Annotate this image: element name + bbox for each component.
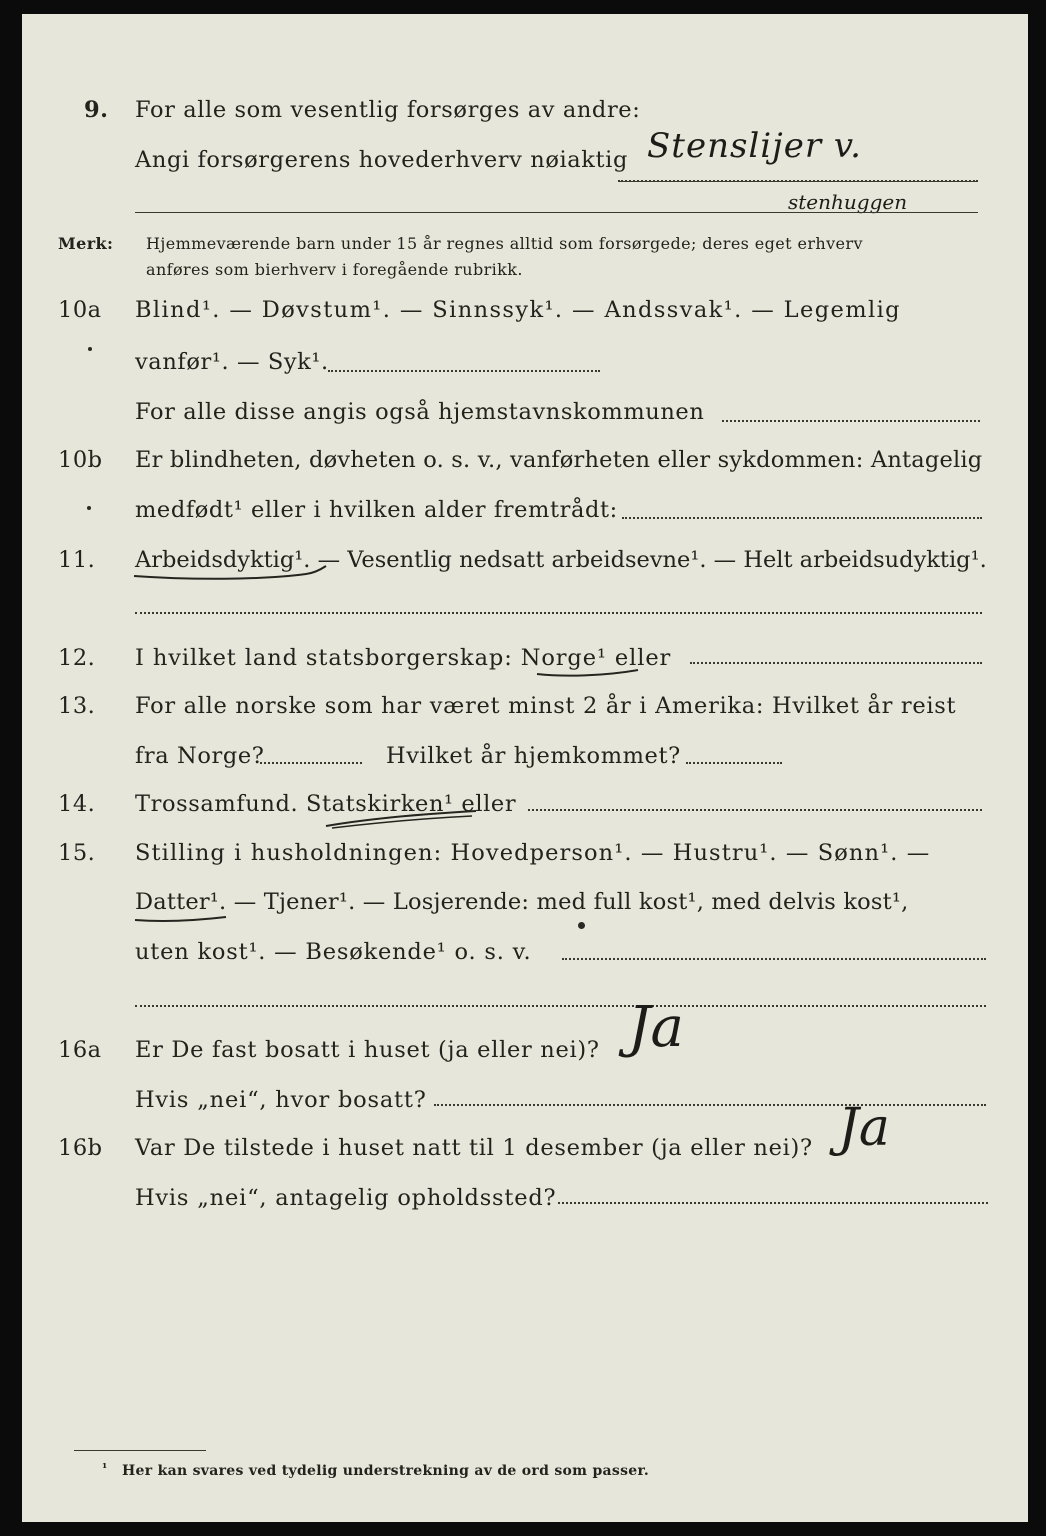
q15-ink-blot <box>578 922 585 929</box>
q15-answer-line-2 <box>135 1005 986 1007</box>
q10a-number: 10a <box>58 297 102 323</box>
q12-text-line1: I hvilket land statsborgerskap: Norge¹ eller <box>135 645 672 671</box>
q16a-text-line2: Hvis „nei“, hvor bosatt? <box>135 1087 427 1113</box>
footnote-separator <box>74 1450 206 1451</box>
q9-handwritten-answer-2: stenhuggen <box>788 190 908 214</box>
q15-text-line1: Stilling i husholdningen: Hovedperson¹. — Hustru¹. — Sønn¹. — <box>135 840 931 866</box>
q13-number: 13. <box>58 693 96 719</box>
q13-hjemkommet-answer-line <box>686 762 782 764</box>
q13-reist-answer-line <box>260 762 362 764</box>
footnote-mark: ¹ <box>102 1461 108 1475</box>
q16b-handwritten-answer: Ja <box>838 1098 890 1158</box>
q11-answer-line <box>135 612 982 614</box>
q16b-text-line1: Var De tilstede i huset natt til 1 desember (ja eller nei)? <box>135 1135 813 1161</box>
q16a-handwritten-answer: Ja <box>628 995 684 1060</box>
footnote-text: Her kan svares ved tydelig understrekning av de ord som passer. <box>122 1463 650 1479</box>
q10a-text-line2: vanfør¹. — Syk¹. <box>135 349 329 375</box>
q13-text-line2a: fra Norge? <box>135 743 265 769</box>
q10a-text-line1: Blind¹. — Døvstum¹. — Sinnssyk¹. — Andssvak¹. — Legemlig <box>135 297 901 323</box>
q14-text-line1: Trossamfund. Statskirken¹ eller <box>135 791 517 817</box>
q15-text-line3: uten kost¹. — Besøkende¹ o. s. v. <box>135 939 532 965</box>
q9-text-line2: Angi forsørgerens hovederhverv nøiaktig <box>135 147 628 173</box>
q9-handwritten-answer: Stenslijer v. <box>647 126 862 166</box>
census-form-sheet <box>22 14 1028 1522</box>
q16a-answer-line <box>434 1104 986 1106</box>
q10a-syk-answer-line <box>328 370 600 372</box>
q15-text-line2: Datter¹. — Tjener¹. — Losjerende: med full kost¹, med delvis kost¹, <box>135 889 909 915</box>
q15-handwritten-underline <box>132 912 232 926</box>
q10a-text-line3: For alle disse angis også hjemstavnskommunen <box>135 399 705 425</box>
q10b-text-line2: medfødt¹ eller i hvilken alder fremtrådt: <box>135 497 618 523</box>
q9-text-line1: For alle som vesentlig forsørges av andre: <box>135 97 641 123</box>
q16a-number: 16a <box>58 1037 102 1063</box>
q10a-hjemstavn-answer-line <box>722 420 980 422</box>
merk-label: Merk: <box>58 234 114 253</box>
q12-answer-line <box>690 662 982 664</box>
q13-text-line2b: Hvilket år hjemkommet? <box>386 743 681 769</box>
q9-answer-rule <box>618 181 978 182</box>
q16b-answer-line <box>558 1202 988 1204</box>
q10b-text-line1: Er blindheten, døvheten o. s. v., vanførheten eller sykdommen: Antagelig <box>135 447 983 473</box>
merk-text-line1: Hjemmeværende barn under 15 år regnes alltid som forsørgede; deres eget erhverv <box>146 234 863 253</box>
q16a-text-line1: Er De fast bosatt i huset (ja eller nei)? <box>135 1037 600 1063</box>
q10a-stray-mark <box>88 347 92 351</box>
q16b-text-line2: Hvis „nei“, antagelig opholdssted? <box>135 1185 557 1211</box>
q15-answer-line <box>562 958 986 960</box>
q10b-stray-mark <box>87 506 91 510</box>
q9-number: 9. <box>84 97 109 123</box>
q12-handwritten-underline <box>534 664 644 680</box>
q15-number: 15. <box>58 840 96 866</box>
q14-answer-line <box>528 809 982 811</box>
q13-text-line1: For alle norske som har været minst 2 år i Amerika: Hvilket år reist <box>135 693 957 719</box>
q12-number: 12. <box>58 645 96 671</box>
q11-number: 11. <box>58 547 96 573</box>
q16b-number: 16b <box>58 1135 103 1161</box>
q14-number: 14. <box>58 791 96 817</box>
q11-handwritten-underline <box>130 564 330 582</box>
q10b-answer-line <box>622 517 982 519</box>
q9-second-answer-line <box>135 212 978 213</box>
q14-handwritten-underline <box>322 808 482 830</box>
merk-text-line2: anføres som bierhverv i foregående rubrikk. <box>146 260 523 279</box>
q11-text-line1: Arbeidsdyktig¹. — Vesentlig nedsatt arbeidsevne¹. — Helt arbeidsudyktig¹. <box>135 547 987 573</box>
q10b-number: 10b <box>58 447 103 473</box>
